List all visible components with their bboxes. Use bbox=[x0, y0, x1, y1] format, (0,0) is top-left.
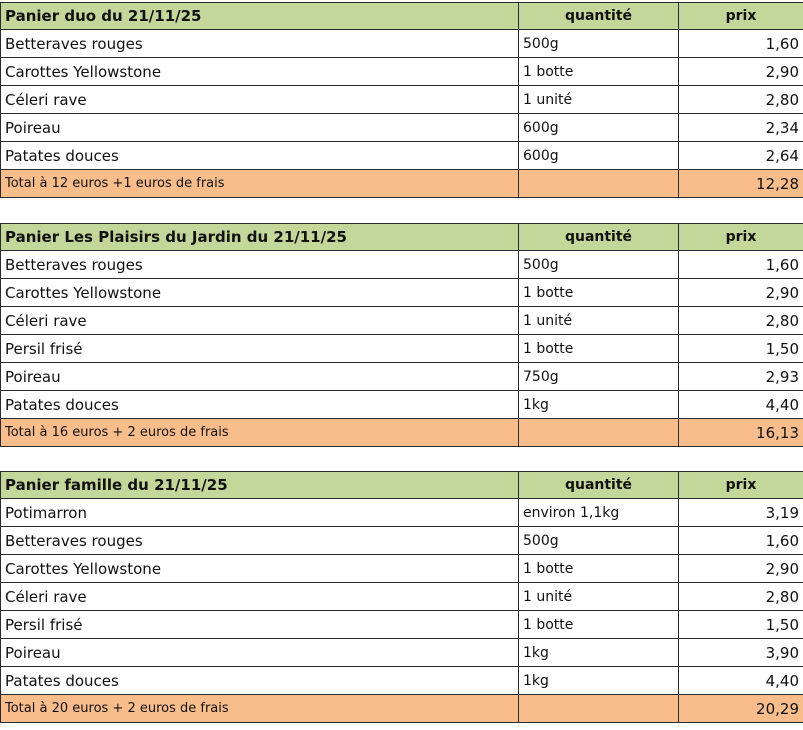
item-name-cell[interactable]: Betteraves rouges bbox=[1, 527, 519, 555]
item-quantity-cell[interactable]: 600g bbox=[519, 114, 679, 142]
item-price-cell[interactable]: 2,90 bbox=[679, 555, 803, 583]
item-quantity-cell[interactable]: 750g bbox=[519, 363, 679, 391]
item-name-cell[interactable]: Patates douces bbox=[1, 142, 519, 170]
item-quantity-cell[interactable]: 1 botte bbox=[519, 58, 679, 86]
total-price-cell[interactable]: 16,13 bbox=[679, 419, 803, 447]
table-row bbox=[1, 363, 803, 391]
price-column-header[interactable]: prix bbox=[679, 472, 803, 499]
item-quantity-cell[interactable]: 500g bbox=[519, 251, 679, 279]
total-row bbox=[1, 695, 803, 723]
basket-title[interactable]: Panier famille du 21/11/25 bbox=[1, 472, 519, 499]
item-name-cell[interactable]: Potimarron bbox=[1, 499, 519, 527]
item-price-cell[interactable]: 2,34 bbox=[679, 114, 803, 142]
item-price-cell[interactable]: 4,40 bbox=[679, 391, 803, 419]
table-row bbox=[1, 527, 803, 555]
item-name-cell[interactable]: Poireau bbox=[1, 363, 519, 391]
item-quantity-cell[interactable]: 1 unité bbox=[519, 86, 679, 114]
table-row bbox=[1, 142, 803, 170]
item-quantity-cell[interactable]: 1 botte bbox=[519, 611, 679, 639]
item-name-cell[interactable]: Betteraves rouges bbox=[1, 30, 519, 58]
table-row bbox=[1, 86, 803, 114]
item-price-cell[interactable]: 4,40 bbox=[679, 667, 803, 695]
item-price-cell[interactable]: 2,93 bbox=[679, 363, 803, 391]
table-row bbox=[1, 639, 803, 667]
total-empty-cell[interactable] bbox=[519, 170, 679, 198]
table-row bbox=[1, 279, 803, 307]
table-row bbox=[1, 611, 803, 639]
total-label-cell[interactable]: Total à 12 euros +1 euros de frais bbox=[1, 170, 519, 198]
total-price-cell[interactable]: 20,29 bbox=[679, 695, 803, 723]
item-name-cell[interactable]: Betteraves rouges bbox=[1, 251, 519, 279]
item-price-cell[interactable]: 2,80 bbox=[679, 583, 803, 611]
item-quantity-cell[interactable]: environ 1,1kg bbox=[519, 499, 679, 527]
item-name-cell[interactable]: Patates douces bbox=[1, 667, 519, 695]
item-quantity-cell[interactable]: 1kg bbox=[519, 667, 679, 695]
item-name-cell[interactable]: Persil frisé bbox=[1, 335, 519, 363]
table-row bbox=[1, 583, 803, 611]
item-price-cell[interactable]: 1,50 bbox=[679, 611, 803, 639]
table-row bbox=[1, 307, 803, 335]
item-quantity-cell[interactable]: 1 botte bbox=[519, 279, 679, 307]
table-row bbox=[1, 335, 803, 363]
quantity-column-header[interactable]: quantité bbox=[519, 472, 679, 499]
total-price-cell[interactable]: 12,28 bbox=[679, 170, 803, 198]
total-empty-cell[interactable] bbox=[519, 419, 679, 447]
table-row bbox=[1, 667, 803, 695]
basket-header-row bbox=[1, 3, 803, 30]
table-row bbox=[1, 58, 803, 86]
basket-table bbox=[0, 223, 803, 447]
item-name-cell[interactable]: Carottes Yellowstone bbox=[1, 58, 519, 86]
quantity-column-header[interactable]: quantité bbox=[519, 224, 679, 251]
item-quantity-cell[interactable]: 1 unité bbox=[519, 583, 679, 611]
quantity-column-header[interactable]: quantité bbox=[519, 3, 679, 30]
basket-table bbox=[0, 471, 803, 723]
price-column-header[interactable]: prix bbox=[679, 224, 803, 251]
item-quantity-cell[interactable]: 1 unité bbox=[519, 307, 679, 335]
item-price-cell[interactable]: 3,90 bbox=[679, 639, 803, 667]
table-row bbox=[1, 251, 803, 279]
item-name-cell[interactable]: Persil frisé bbox=[1, 611, 519, 639]
item-quantity-cell[interactable]: 1 botte bbox=[519, 335, 679, 363]
item-name-cell[interactable]: Céleri rave bbox=[1, 307, 519, 335]
basket-header-row bbox=[1, 224, 803, 251]
item-quantity-cell[interactable]: 1kg bbox=[519, 391, 679, 419]
total-label-cell[interactable]: Total à 16 euros + 2 euros de frais bbox=[1, 419, 519, 447]
basket-table bbox=[0, 2, 803, 198]
item-quantity-cell[interactable]: 1 botte bbox=[519, 555, 679, 583]
item-price-cell[interactable]: 1,60 bbox=[679, 527, 803, 555]
item-quantity-cell[interactable]: 600g bbox=[519, 142, 679, 170]
item-price-cell[interactable]: 2,64 bbox=[679, 142, 803, 170]
item-name-cell[interactable]: Carottes Yellowstone bbox=[1, 555, 519, 583]
table-row bbox=[1, 499, 803, 527]
total-empty-cell[interactable] bbox=[519, 695, 679, 723]
total-row bbox=[1, 419, 803, 447]
total-label-cell[interactable]: Total à 20 euros + 2 euros de frais bbox=[1, 695, 519, 723]
item-quantity-cell[interactable]: 1kg bbox=[519, 639, 679, 667]
table-row bbox=[1, 114, 803, 142]
basket-title[interactable]: Panier Les Plaisirs du Jardin du 21/11/25 bbox=[1, 224, 519, 251]
item-price-cell[interactable]: 2,90 bbox=[679, 279, 803, 307]
price-column-header[interactable]: prix bbox=[679, 3, 803, 30]
item-price-cell[interactable]: 1,60 bbox=[679, 251, 803, 279]
item-name-cell[interactable]: Poireau bbox=[1, 114, 519, 142]
item-price-cell[interactable]: 2,80 bbox=[679, 86, 803, 114]
total-row bbox=[1, 170, 803, 198]
table-row bbox=[1, 555, 803, 583]
item-price-cell[interactable]: 2,90 bbox=[679, 58, 803, 86]
item-price-cell[interactable]: 1,50 bbox=[679, 335, 803, 363]
item-price-cell[interactable]: 2,80 bbox=[679, 307, 803, 335]
basket-title[interactable]: Panier duo du 21/11/25 bbox=[1, 3, 519, 30]
item-quantity-cell[interactable]: 500g bbox=[519, 527, 679, 555]
item-price-cell[interactable]: 1,60 bbox=[679, 30, 803, 58]
item-quantity-cell[interactable]: 500g bbox=[519, 30, 679, 58]
item-price-cell[interactable]: 3,19 bbox=[679, 499, 803, 527]
item-name-cell[interactable]: Patates douces bbox=[1, 391, 519, 419]
table-row bbox=[1, 30, 803, 58]
basket-header-row bbox=[1, 472, 803, 499]
table-row bbox=[1, 391, 803, 419]
item-name-cell[interactable]: Céleri rave bbox=[1, 583, 519, 611]
item-name-cell[interactable]: Poireau bbox=[1, 639, 519, 667]
item-name-cell[interactable]: Carottes Yellowstone bbox=[1, 279, 519, 307]
item-name-cell[interactable]: Céleri rave bbox=[1, 86, 519, 114]
